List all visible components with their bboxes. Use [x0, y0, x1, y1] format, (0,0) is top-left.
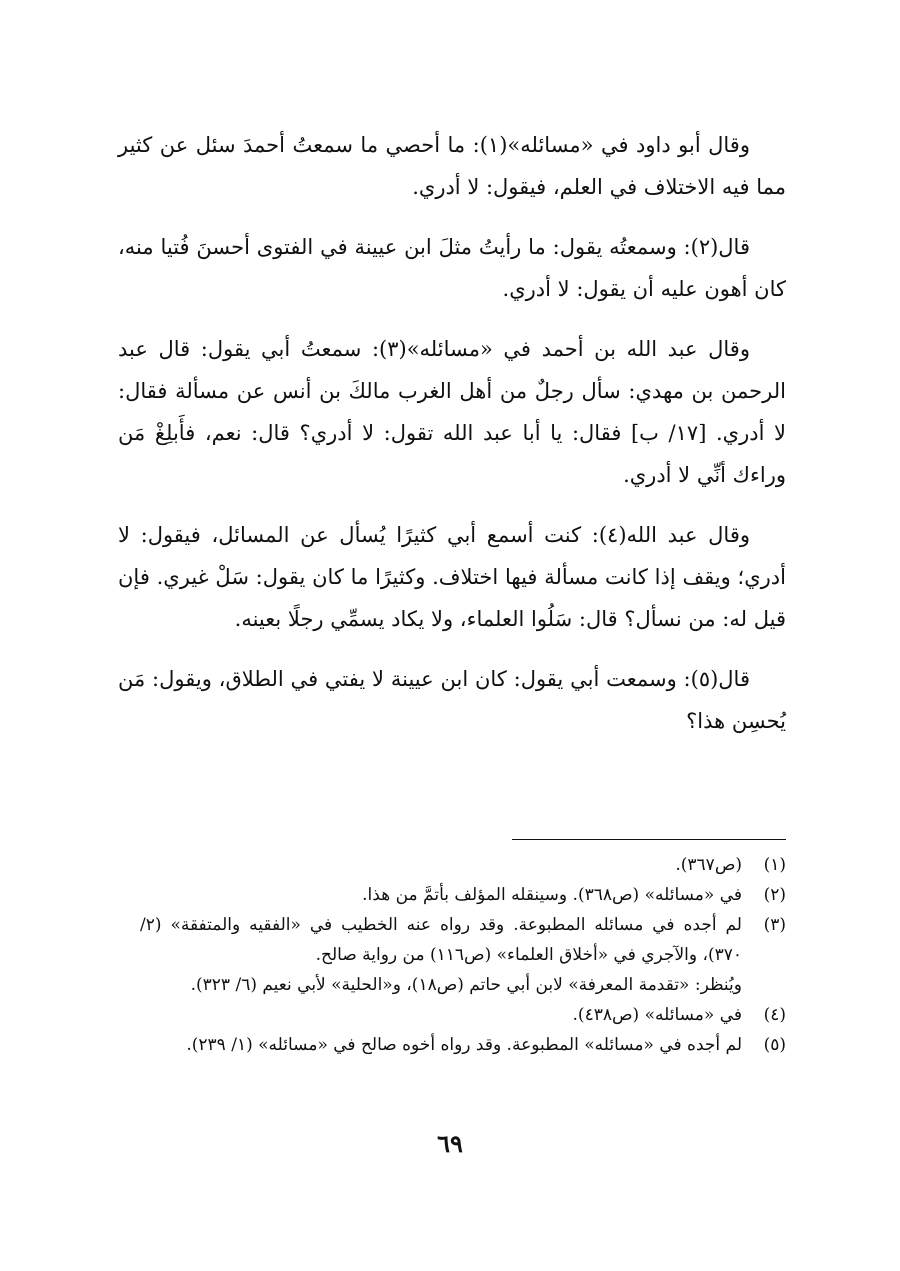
footnote-number: (١)	[763, 855, 786, 875]
footnote-separator	[512, 839, 786, 840]
footnote-text: في «مسائله» (ص٣٦٨). وسينقله المؤلف بأتمَّ من هذا.	[362, 885, 742, 905]
paragraph-abu-dawud: وقال أبو داود في «مسائله»(١): ما أحصي ما سمعتُ أحمدَ سئل عن كثير مما فيه الاختلاف في العلم، فيقول: لا أدري.	[118, 133, 786, 199]
footnote-number: (٣)	[763, 915, 786, 935]
footnote-3-continuation: ويُنظر: «تقدمة المعرفة» لابن أبي حاتم (ص١٨)، و«الحلية» لأبي نعيم (٦/ ٣٢٣).	[190, 975, 742, 995]
paragraph-abdullah-masail: وقال عبد الله(٤): كنت أسمع أبي كثيرًا يُسأل عن المسائل، فيقول: لا أدري؛ ويقف إذا كانت مسألة فيها اختلاف. وكثيرًا ما كان يقول: سَلْ غيري. فإن قيل له: من نسأل؟ قال: سَلُوا العلماء، ولا يكاد يسمِّي رجلًا بعينه.	[118, 523, 786, 631]
footnote-2	[140, 880, 786, 910]
paragraph-abdullah-malik: وقال عبد الله بن أحمد في «مسائله»(٣): سمعتُ أبي يقول: قال عبد الرحمن بن مهدي: سأل رجلٌ من أهل الغرب مالكَ بن أنس عن مسألة فقال: لا أدري. [١٧/ ب] فقال: يا أبا عبد الله تقول: لا أدري؟ قال: نعم، فأَبلِغْ مَن وراءك أنِّي لا أدري.	[118, 337, 787, 487]
page-number: ٦٩	[437, 1129, 463, 1158]
paragraph-ibn-uyayna-fatwa: قال(٢): وسمعتُه يقول: ما رأيتُ مثلَ ابن عيينة في الفتوى أحسنَ فُتيا منه، كان أهون عليه أن يقول: لا أدري.	[118, 235, 786, 301]
footnote-number: (٥)	[763, 1035, 786, 1055]
main-text	[118, 124, 786, 760]
footnote-3	[140, 910, 786, 970]
footnote-4	[140, 1000, 786, 1030]
footnote-text: لم أجده في مسائله المطبوعة. وقد رواه عنه الخطيب في «الفقيه والمتفقة» (٢/ ٣٧٠)، والآجري في «أخلاق العلماء» (ص١١٦) من رواية صالح.	[140, 915, 742, 965]
footnote-5	[140, 1030, 786, 1060]
footnote-number: (٤)	[763, 1005, 786, 1025]
paragraph-talaq: قال(٥): وسمعت أبي يقول: كان ابن عيينة لا يفتي في الطلاق، ويقول: مَن يُحسِن هذا؟	[118, 667, 786, 733]
footnotes	[140, 850, 786, 1060]
footnote-text: (ص٣٦٧).	[675, 855, 742, 875]
footnote-text: لم أجده في «مسائله» المطبوعة. وقد رواه أخوه صالح في «مسائله» (١/ ٢٣٩).	[186, 1035, 742, 1055]
footnote-text: في «مسائله» (ص٤٣٨).	[572, 1005, 742, 1025]
footnote-1	[140, 850, 786, 880]
footnote-number: (٢)	[763, 885, 786, 905]
